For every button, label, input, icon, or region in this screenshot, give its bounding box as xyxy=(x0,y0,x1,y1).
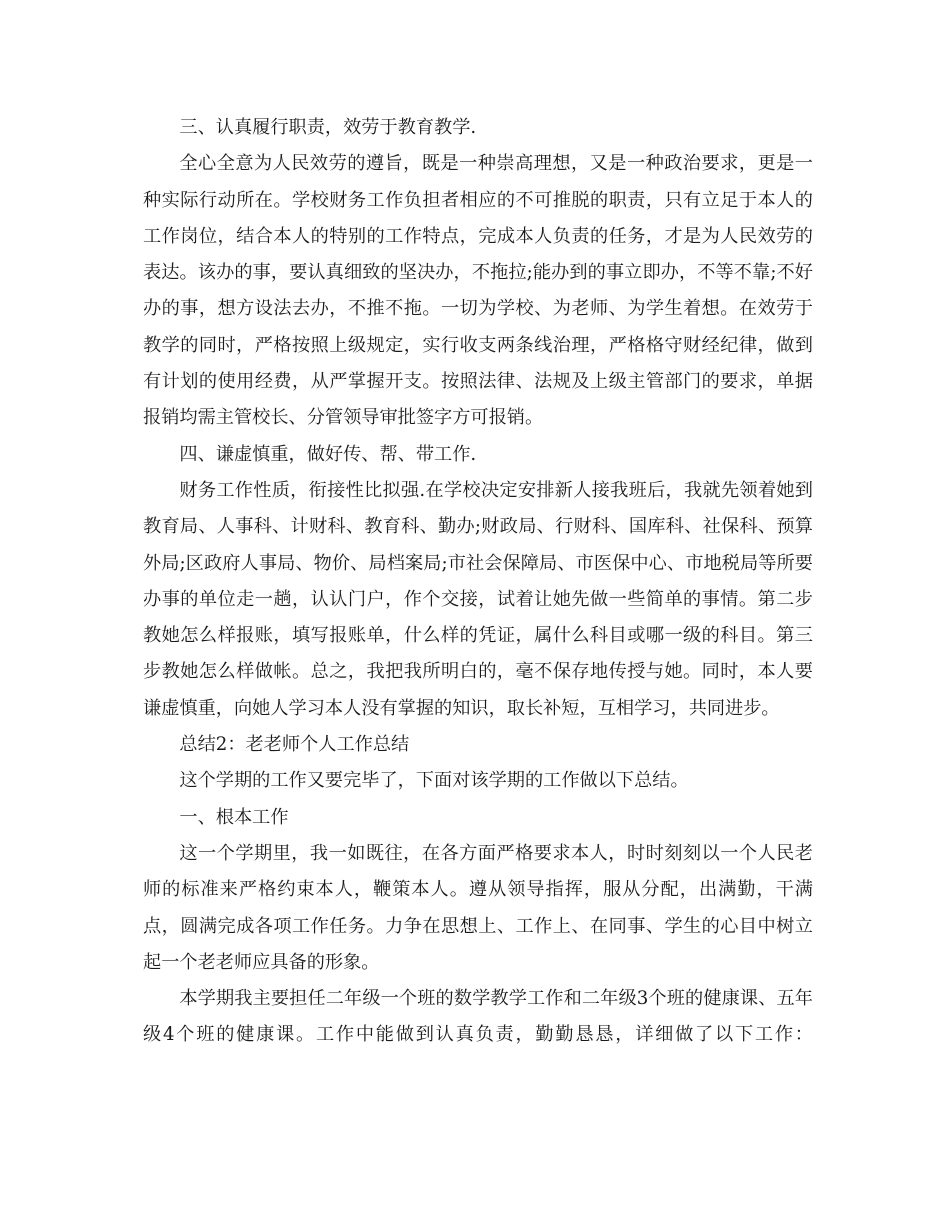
heading-basic-work: 一、根本工作 xyxy=(179,806,289,828)
paragraph-handover: 财务工作性质，衔接性比拟强.在学校决定安排新人接我班后，我就先领着她到教育局、人事科、计财科、教育科、勤办;财政局、行财科、国库科、社保科、预算外局;区政府人事局、物价、局档案局;市社会保障局、市医保中心、市地税局等所要办事的单位走一趟，认认门户，作个交接，试着让她先做一些简单的事情。第二步教她怎么样报账，填写报账单，什么样的凭证，属什么科目或哪一级的科目。第三步教她怎么样做帐。总之，我把我所明白的，毫不保存地传授与她。同时，本人要谦虚慎重，向她人学习本人没有掌握的知识，取长补短，互相学习，共同进步。 xyxy=(143,479,813,719)
paragraph-intro: 这个学期的工作又要完毕了，下面对该学期的工作做以下总结。 xyxy=(179,770,689,792)
paragraph-teaching-duties: 本学期我主要担任二年级一个班的数学教学工作和二年级3个班的健康课、五年级4个班的健康课。工作中能做到认真负责，勤勤恳恳，详细做了以下工作： xyxy=(143,988,813,1046)
heading-section-4: 四、谦虚慎重，做好传、帮、带工作. xyxy=(179,443,477,465)
document-body xyxy=(143,110,813,1054)
heading-summary-2: 总结2：老老师个人工作总结 xyxy=(179,734,410,756)
paragraph-basic-work: 这一个学期里，我一如既往，在各方面严格要求本人，时时刻刻以一个人民老师的标准来严格约束本人，鞭策本人。遵从领导指挥，服从分配，出满勤，干满点，圆满完成各项工作任务。力争在思想上、工作上、在同事、学生的心目中树立起一个老老师应具备的形象。 xyxy=(143,842,813,973)
heading-section-3: 三、认真履行职责，效劳于教育教学. xyxy=(179,117,477,138)
paragraph-serve-teaching: 全心全意为人民效劳的遵旨，既是一种崇高理想，又是一种政治要求，更是一种实际行动所在。学校财务工作负担者相应的不可推脱的职责，只有立足于本人的工作岗位，结合本人的特别的工作特点，完成本人负责的任务，才是为人民效劳的表达。该办的事，要认真细致的坚决办，不拖拉;能办到的事立即办，不等不靠;不好办的事，想方设法去办，不推不拖。一切为学校、为老师、为学生着想。在效劳于教学的同时，严格按照上级规定，实行收支两条线治理，严格格守财经纪律，做到有计划的使用经费，从严掌握开支。按照法律、法规及上级主管部门的要求，单据报销均需主管校长、分管领导审批签字方可报销。 xyxy=(143,153,813,429)
